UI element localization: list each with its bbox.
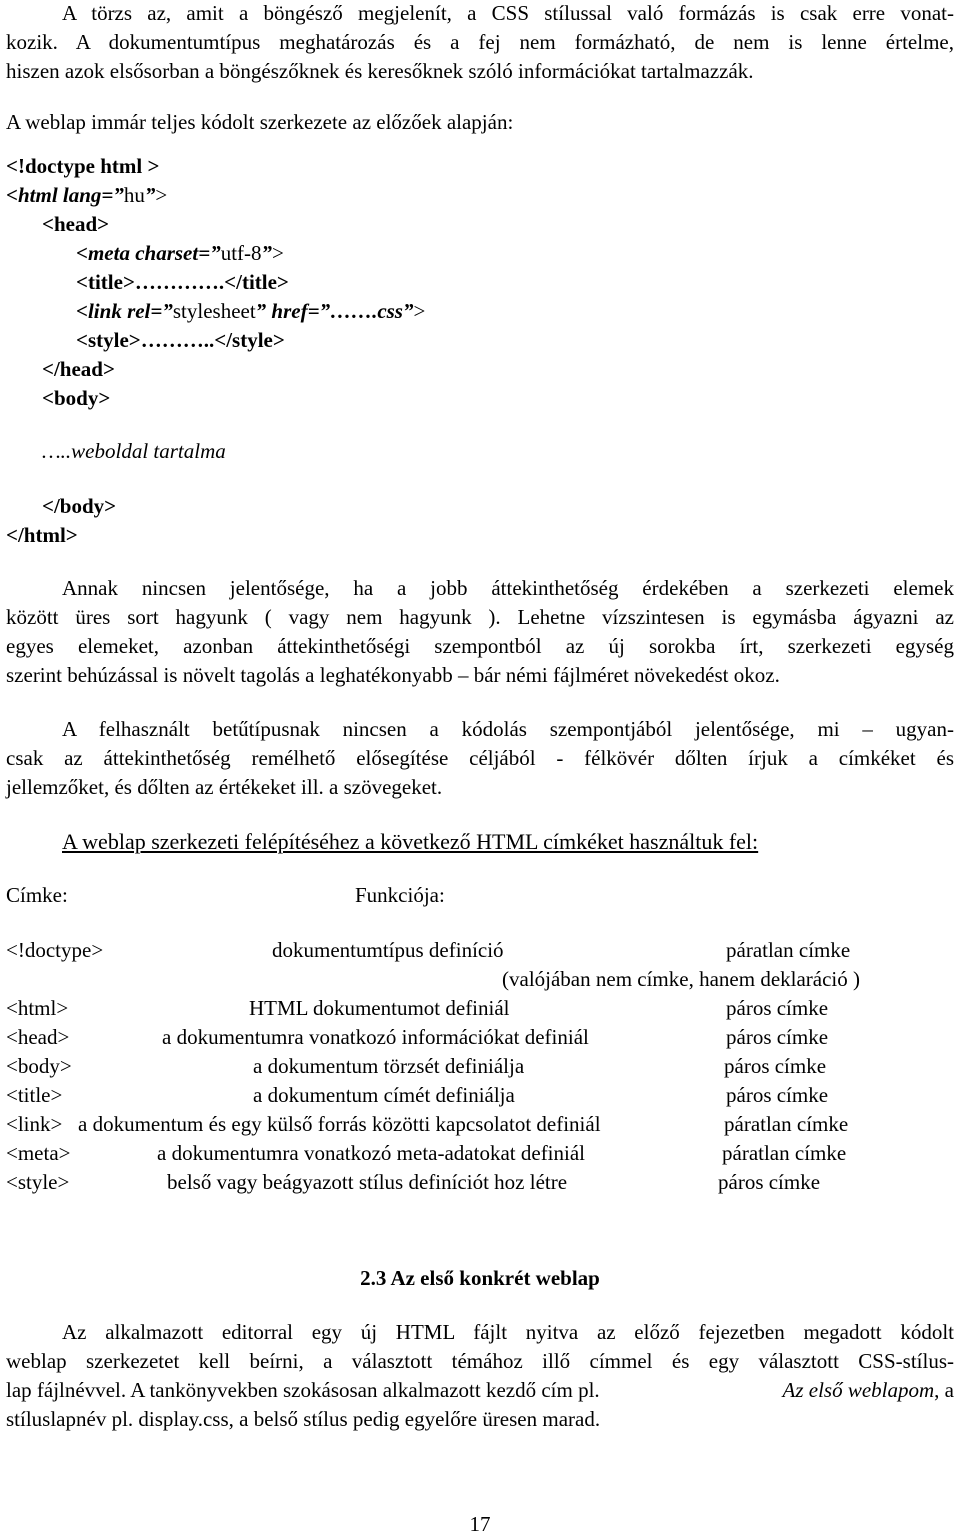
function-cell: a dokumentumra vonatkozó meta-adatokat definiál <box>157 1141 586 1165</box>
tags-col-tag-header: Címke: <box>6 883 68 907</box>
code-link-close: > <box>413 299 426 323</box>
function-cell: a dokumentumra vonatkozó információkat definiál <box>162 1025 589 1049</box>
para1-line-2: között üres sort hagyunk ( vagy nem hagyunk ). Lehetne vízszintesen is egymásba ágyazni az <box>6 605 954 629</box>
function-cell: belső vagy beágyazott stílus definíciót hoz létre <box>167 1170 568 1194</box>
type-cell: páros címke <box>726 1083 829 1107</box>
tag-cell: <title> <box>6 1083 63 1107</box>
function-cell: a dokumentum és egy külső forrás közötti kapcsolatot definiál <box>78 1112 601 1136</box>
section-title: 2.3 Az első konkrét weblap <box>360 1266 600 1290</box>
intro-line-1: A törzs az, amit a böngésző megjelenít, a CSS stílussal való formázás is csak erre vonat- <box>62 1 954 25</box>
para1-line-3: egyes elemeket, azonban áttekinthetőségi szempontból az új sorokba írt, szerkezeti egység <box>6 634 954 658</box>
section-line-1: Az alkalmazott editorral egy új HTML fájlt nyitva az előző fejezetben megadott kódolt <box>62 1320 954 1344</box>
section-line-4: stíluslapnév pl. display.css, a belső stílus pedig egyelőre üresen marad. <box>6 1407 601 1431</box>
code-link: <link rel=”stylesheet” href=”…….css”> <box>76 299 426 323</box>
tag-cell: <meta> <box>6 1141 71 1165</box>
code-html-close-bracket: > <box>155 183 168 207</box>
code-meta-close: > <box>272 241 284 265</box>
type-cell: páros címke <box>724 1054 827 1078</box>
section-line-3-text: lap fájlnévvel. A tankönyvekben szokásosan alkalmazott kezdő cím pl. <box>6 1378 600 1402</box>
type-cell: páros címke <box>726 1025 829 1049</box>
function-cell: HTML dokumentumot definiál <box>249 996 510 1020</box>
section-line-3-tail: , a <box>934 1378 954 1402</box>
para1-line-4: szerint behúzással is növelt tagolás a leghatékonyabb – bár némi fájlméret növekedést okoz. <box>6 663 780 687</box>
code-meta-value: utf-8 <box>220 241 262 265</box>
code-html-lang-value: hu <box>123 183 145 207</box>
tags-heading: A weblap szerkezeti felépítéséhez a következő HTML címkéket használtuk fel: <box>62 829 759 854</box>
tags-col-function-header: Funkciója: <box>355 883 445 907</box>
tag-cell: <!doctype> <box>6 938 104 962</box>
function-cell: a dokumentum törzsét definiálja <box>253 1054 525 1078</box>
type-cell: páros címke <box>726 996 829 1020</box>
para2-line-3: jellemzőket, és dőlten az értékeket ill. a szövegeket. <box>6 775 443 799</box>
tag-cell: <link> <box>6 1112 63 1136</box>
para2-line-1: A felhasznált betűtípusnak nincsen a kódolás szempontjából jelentősége, mi – ugyan- <box>62 717 954 741</box>
intro-line-3: hiszen azok elsősorban a böngészőknek és keresőknek szóló információkat tartalmazzák. <box>6 59 754 83</box>
code-html-tag: <html lang= <box>6 183 114 207</box>
tag-cell: <body> <box>6 1054 72 1078</box>
note-cell: (valójában nem címke, hanem deklaráció ) <box>502 967 861 991</box>
code-html-open: <html lang=”hu”> <box>6 183 168 207</box>
page-number: 17 <box>469 1512 491 1536</box>
code-link-rel-value: stylesheet <box>172 299 256 323</box>
intro-line-2: kozik. A dokumentumtípus meghatározás és a fej nem formázható, de nem is lenne értelme, <box>6 30 954 54</box>
code-link-href: href= <box>271 299 320 323</box>
para1-line-1: Annak nincsen jelentősége, ha a jobb áttekinthetőség érdekében a szerkezeti elemek <box>62 576 954 600</box>
type-cell: páratlan címke <box>722 1141 847 1165</box>
type-cell: páratlan címke <box>724 1112 849 1136</box>
example-title: Az első weblapom <box>782 1378 935 1402</box>
code-body-content: …..weboldal tartalma <box>42 439 226 463</box>
section-line-3 <box>6 1376 954 1405</box>
para2-line-2: csak az áttekinthetőség remélhető elősegítése céljából - félkövér dőlten írjuk a címkéket és <box>6 746 954 770</box>
code-body-open: <body> <box>42 386 111 410</box>
code-style: <style>………..</style> <box>76 328 285 352</box>
tag-cell: <style> <box>6 1170 70 1194</box>
code-link-href-value: …….css <box>330 299 403 323</box>
function-cell: a dokumentum címét definiálja <box>253 1083 515 1107</box>
structure-heading: A weblap immár teljes kódolt szerkezete az előzőek alapján: <box>6 110 514 134</box>
tag-cell: <head> <box>6 1025 70 1049</box>
code-head-close: </head> <box>42 357 115 381</box>
code-meta-tag: <meta charset= <box>76 241 211 265</box>
code-link-tag: <link rel= <box>76 299 163 323</box>
code-html-close: </html> <box>6 523 78 547</box>
code-title: <title>………….</title> <box>76 270 289 294</box>
type-cell: páros címke <box>718 1170 821 1194</box>
section-line-2: weblap szerkezetet kell beírni, a választott témához illő címmel és egy választott CSS-stílus- <box>6 1349 954 1373</box>
function-cell: dokumentumtípus definíció <box>272 938 504 962</box>
code-doctype: <!doctype html > <box>6 154 160 178</box>
tag-cell: <html> <box>6 996 69 1020</box>
type-cell: páratlan címke <box>726 938 851 962</box>
code-head-open: <head> <box>42 212 110 236</box>
code-body-close: </body> <box>42 494 117 518</box>
code-meta: <meta charset=”utf-8”> <box>76 241 284 265</box>
